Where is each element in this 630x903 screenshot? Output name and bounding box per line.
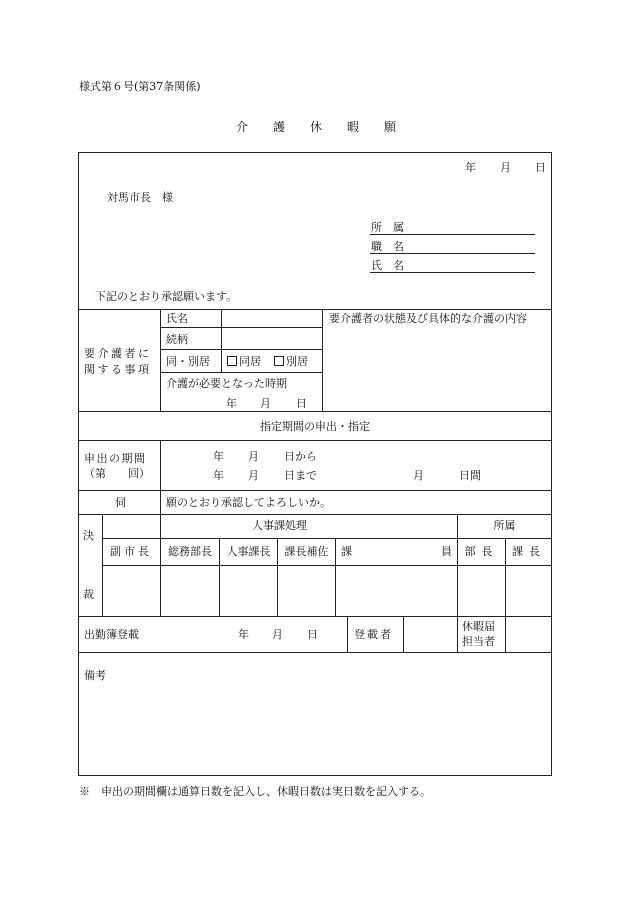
title-char: 願: [383, 120, 396, 134]
title-char: 護: [272, 120, 285, 134]
stamp-assistant-chief[interactable]: [278, 566, 335, 615]
role-dept-head: 部長: [464, 545, 499, 558]
inquiry-text: 願のとおり承認してよろしいか。: [166, 496, 331, 509]
attendance-year: 年: [238, 628, 249, 641]
living-label: 同・別居: [166, 355, 210, 368]
divider: [102, 538, 552, 539]
from-month: 月: [248, 450, 259, 463]
remarks-label: 備考: [84, 669, 106, 682]
title-char: 介: [236, 120, 249, 134]
role-staff-left: 課: [341, 545, 352, 558]
care-start-month: 月: [260, 397, 271, 410]
affiliation-line[interactable]: [370, 234, 535, 235]
total-days: 日間: [459, 469, 481, 482]
header-year: 年: [465, 161, 476, 174]
leave-charge-label-1: 休暇届: [462, 620, 495, 633]
header-month: 月: [500, 161, 511, 174]
recipient-name-field[interactable]: [222, 310, 321, 326]
relation-field[interactable]: [222, 328, 321, 348]
divider: [347, 616, 348, 652]
stamp-hr-chief[interactable]: [220, 566, 277, 615]
stamp-vice-mayor[interactable]: [103, 566, 160, 615]
dept-group-label: 所属: [493, 519, 516, 532]
from-day: 日から: [284, 450, 317, 463]
care-start-year: 年: [226, 397, 237, 410]
name-line[interactable]: [370, 272, 535, 273]
option-together[interactable]: 同居: [227, 355, 261, 369]
registrar-field[interactable]: [404, 617, 457, 651]
period-heading: 指定期間の申出・指定: [260, 420, 370, 433]
divider: [78, 652, 552, 653]
care-section-label-2: 関する事項: [84, 363, 152, 376]
care-start-label: 介護が必要となった時期: [166, 377, 287, 390]
attendance-month: 月: [272, 628, 283, 641]
request-text: 下記のとおり承認願います。: [95, 290, 238, 303]
period-label-1: 申出の期間: [84, 452, 147, 465]
role-assistant-chief: 課長補佐: [284, 545, 329, 558]
to-month: 月: [248, 469, 259, 482]
role-general-affairs: 総務部長: [168, 545, 212, 558]
divider: [78, 411, 552, 412]
position-label: 職 名: [371, 240, 404, 253]
form-frame: [78, 152, 552, 776]
divider: [160, 309, 161, 411]
to-day: 日まで: [284, 469, 317, 482]
position-line[interactable]: [370, 253, 535, 254]
condition-field[interactable]: [324, 328, 550, 410]
stamp-section-chief[interactable]: [506, 566, 551, 615]
role-hr-chief: 人事課長: [226, 545, 271, 558]
attendance-label: 出勤簿登載: [84, 628, 139, 641]
divider: [78, 514, 552, 515]
name-label: 氏 名: [371, 259, 404, 272]
inquiry-label: 伺: [115, 496, 126, 509]
care-section-label-1: 要介護者に: [84, 347, 152, 360]
remarks-field[interactable]: [79, 690, 551, 774]
affiliation-label: 所 属: [371, 221, 404, 234]
stamp-general-affairs[interactable]: [161, 566, 219, 615]
role-staff-right: 員: [441, 545, 452, 558]
role-section-chief: 課長: [512, 545, 546, 558]
form-title: [236, 120, 396, 135]
attendance-day: 日: [307, 628, 318, 641]
divider: [160, 349, 322, 350]
header-day: 日: [535, 161, 546, 174]
title-char: 休: [309, 120, 322, 134]
recipient-name-label: 氏名: [166, 312, 188, 325]
stamp-staff[interactable]: [336, 566, 457, 615]
stamp-dept-head[interactable]: [458, 566, 505, 615]
form-number: 様式第６号(第37条関係): [79, 80, 201, 93]
role-vice-mayor: 副市長: [110, 545, 152, 558]
divider: [78, 440, 552, 441]
checkbox-icon[interactable]: [227, 356, 237, 366]
care-start-day: 日: [296, 397, 307, 410]
divider: [457, 616, 458, 652]
from-year: 年: [213, 450, 224, 463]
hr-group-label: 人事課処理: [252, 519, 307, 532]
title-char: 暇: [346, 120, 359, 134]
divider: [78, 490, 552, 491]
divider: [322, 309, 323, 411]
total-month: 月: [413, 469, 424, 482]
footnote: ※ 申出の期間欄は通算日数を記入し、休暇日数は実日数を記入する。: [79, 785, 431, 798]
divider: [160, 372, 322, 373]
period-label-2: （第 回）: [84, 467, 150, 480]
registrar-label: 登載者: [354, 628, 393, 641]
condition-label: 要介護者の状態及び具体的な介護の内容: [329, 312, 527, 325]
leave-charge-label-2: 担当者: [462, 635, 495, 648]
addressee: 対馬市長 様: [107, 191, 173, 204]
relation-label: 続柄: [166, 333, 188, 346]
checkbox-icon[interactable]: [274, 356, 284, 366]
divider: [78, 616, 552, 617]
option-separate[interactable]: 別居: [274, 355, 308, 369]
approval-label-top: 決: [83, 529, 94, 542]
to-year: 年: [213, 469, 224, 482]
approval-label-bottom: 裁: [83, 588, 94, 601]
leave-charge-field[interactable]: [506, 617, 551, 651]
